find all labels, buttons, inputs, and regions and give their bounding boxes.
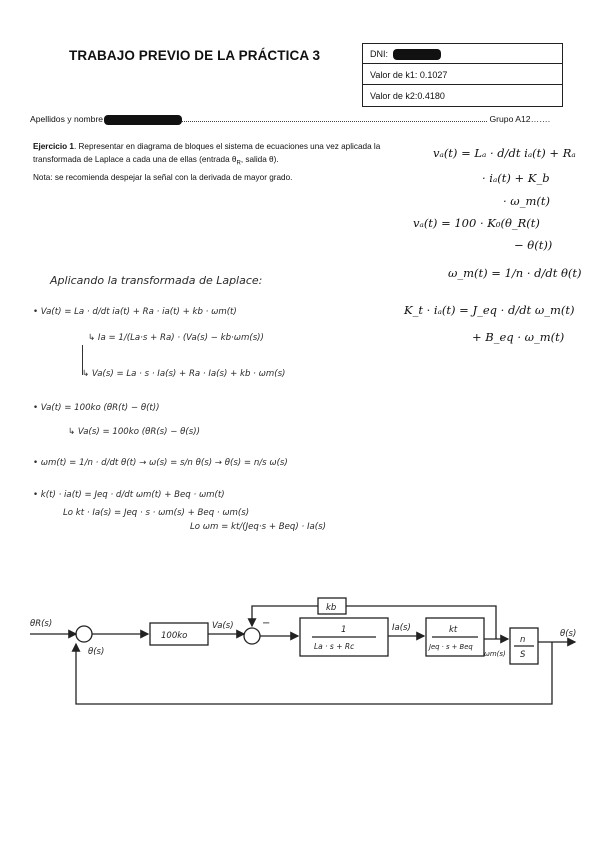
exercise-statement (33, 140, 403, 184)
handwritten-line-3: ↳ Va(s) = La · s · Ia(s) + Ra · Ia(s) + kb · ωm(s) (82, 369, 286, 379)
gain-label: 100ko (161, 631, 188, 641)
tf1-denominator: La · s + Rc (314, 642, 355, 651)
handwritten-line-9: Lo ωm = kt/(Jeq·s + Beq) · Ia(s) (190, 522, 326, 532)
dni-label: DNI: (370, 49, 388, 59)
equation-1c: · ω_m(t) (503, 194, 550, 208)
handwritten-line-1: • Va(t) = La · d/dt ia(t) + Ra · ia(t) + kb · ωm(t) (33, 307, 237, 317)
exercise-text-end: , salida θ). (240, 155, 279, 165)
exercise-text: . Representar en diagrama de bloques el sistema de ecuaciones una vez aplicada la transformada de Laplace a cada una de ellas (entrada θ (33, 142, 381, 165)
tf1-numerator: 1 (341, 625, 347, 635)
va-label: Va(s) (212, 621, 234, 631)
wm-label: ωm(s) (484, 650, 506, 658)
group-label: Grupo A12……. (489, 114, 551, 124)
handwritten-line-6: • ωm(t) = 1/n · d/dt θ(t) → ω(s) = s/n θ(s) → θ(s) = n/s ω(s) (33, 458, 288, 468)
k2-value: Valor de k2:0.4180 (370, 91, 445, 101)
dni-redaction (393, 49, 441, 60)
equation-3: ω_m(t) = 1/n · d/dt θ(t) (448, 266, 582, 280)
kb-feedback-line (346, 606, 496, 639)
handwritten-line-8: Lo kt · Ia(s) = Jeq · s · ωm(s) + Beq · ωm(s) (63, 508, 250, 518)
handwritten-line-2: ↳ Ia = 1/(La·s + Ra) · (Va(s) − kb·ωm(s)) (88, 333, 264, 343)
integrator-numerator: n (520, 635, 526, 645)
name-line (30, 114, 565, 125)
summing-junction-2 (244, 628, 260, 644)
handwritten-line-5: ↳ Va(s) = 100ko (θR(s) − θ(s)) (68, 427, 200, 437)
integrator-denominator: S (520, 650, 526, 660)
dni-row (363, 44, 562, 64)
ia-label: Ia(s) (392, 623, 411, 633)
k2-row (363, 86, 562, 106)
name-label: Apellidos y nombre (30, 114, 104, 124)
handwritten-heading: Aplicando la transformada de Laplace: (50, 274, 263, 287)
equation-2a: vₐ(t) = 100 · K₀(θ_R(t) (413, 216, 540, 230)
exercise-note: Nota: se recomienda despejar la señal con la derivada de mayor grado. (33, 173, 293, 183)
summing-junction-1 (76, 626, 92, 642)
equation-4a: K_t · iₐ(t) = J_eq · d/dt ω_m(t) (404, 303, 575, 317)
handwritten-line-4: • Va(t) = 100ko (θR(t) − θ(t)) (33, 403, 160, 413)
theta-output-label: θ(s) (560, 629, 577, 639)
tf2-numerator: kt (449, 625, 458, 635)
page-title: TRABAJO PREVIO DE LA PRÁCTICA 3 (69, 48, 321, 63)
theta-feedback-label: θ(s) (88, 647, 105, 657)
tf2-denominator: Jeq · s + Beq (429, 643, 473, 651)
minus-sign: − (262, 618, 271, 629)
theta-r-label: θR(s) (30, 619, 53, 629)
equation-1a: vₐ(t) = Lₐ · d/dt iₐ(t) + Rₐ (433, 146, 576, 160)
student-info-box (362, 43, 563, 107)
k1-row (363, 65, 562, 85)
exercise-subscript: R (236, 160, 241, 167)
exercise-heading: Ejercicio 1 (33, 142, 74, 151)
name-redaction (104, 115, 182, 125)
equation-1b: · iₐ(t) + K_b (482, 171, 550, 185)
unity-feedback-line (76, 642, 552, 704)
block-diagram (0, 590, 599, 720)
name-dots (182, 121, 487, 122)
kb-label: kb (326, 603, 337, 613)
equation-2b: − θ(t)) (514, 238, 553, 252)
k1-value: Valor de k1: 0.1027 (370, 70, 448, 80)
handwritten-line-7: • k(t) · ia(t) = Jeq · d/dt ωm(t) + Beq · ωm(t) (33, 490, 225, 500)
equation-4b: + B_eq · ω_m(t) (472, 330, 565, 344)
